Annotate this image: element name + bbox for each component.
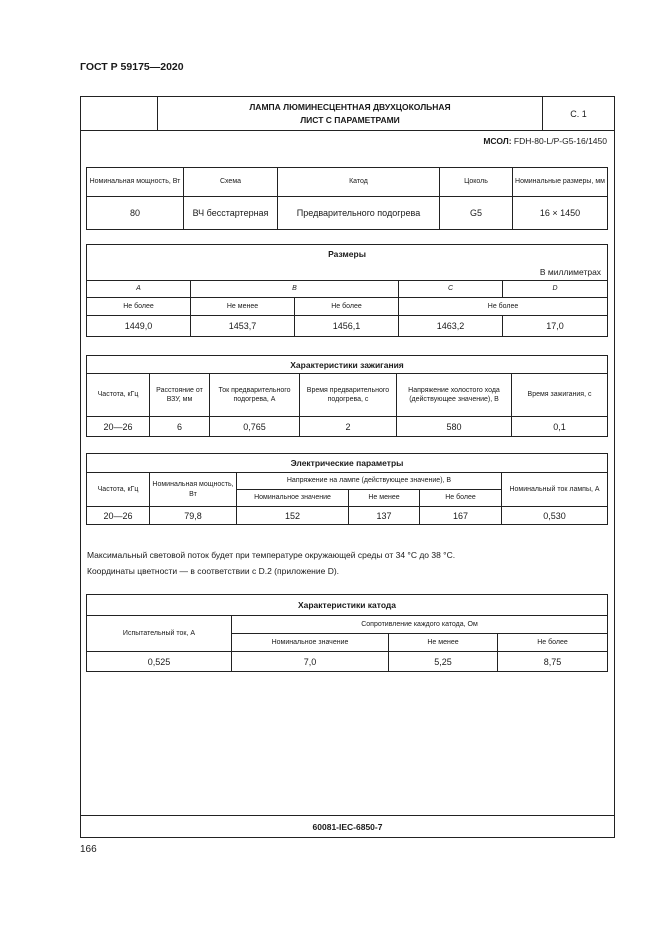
note-chromaticity: Координаты цветности — в соответствии с D.2 (приложение D). xyxy=(87,566,340,576)
header-resistance-min: Не менее xyxy=(389,634,498,652)
header-ignition-time: Время зажигания, с xyxy=(512,374,608,417)
dim-value-b-max: 1456,1 xyxy=(295,316,399,337)
header-frequency: Частота, кГц xyxy=(87,374,150,417)
cell-dimensions: 16 × 1450 xyxy=(513,197,608,230)
dimensions-unit: В миллиметрах xyxy=(87,264,608,281)
cell-voltage-min: 137 xyxy=(349,507,420,525)
footer-sheet-code: 60081-IEC-6850-7 xyxy=(81,815,614,837)
cell-resistance-min: 5,25 xyxy=(389,652,498,672)
dim-letter-a: A xyxy=(87,281,191,298)
electrical-title: Электрические параметры xyxy=(87,454,608,473)
msol-label: МСОЛ: xyxy=(483,136,512,146)
dim-letter-c: C xyxy=(399,281,503,298)
dim-letter-b: B xyxy=(191,281,399,298)
notes xyxy=(87,547,455,579)
header-lamp-current: Номинальный ток лампы, А xyxy=(502,473,608,507)
ignition-table xyxy=(86,355,608,437)
electrical-table xyxy=(86,453,608,525)
header-resistance-max: Не более xyxy=(498,634,608,652)
msol-designation xyxy=(483,136,607,146)
cell-resistance-nominal: 7,0 xyxy=(232,652,389,672)
cathode-title: Характеристики катода xyxy=(87,595,608,616)
header-voltage-nominal: Номинальное значение xyxy=(237,490,349,507)
cell-preheat-current: 0,765 xyxy=(210,417,300,437)
dim-limit-b-max: Не более xyxy=(295,298,399,316)
header-resistance-nominal: Номинальное значение xyxy=(232,634,389,652)
dimensions-title: Размеры xyxy=(87,245,608,264)
header-preheat-time: Время предварительного подогрева, с xyxy=(300,374,397,417)
header-cap: Цоколь xyxy=(440,168,513,197)
cell-nominal-power: 79,8 xyxy=(150,507,237,525)
cell-voltage-nominal: 152 xyxy=(237,507,349,525)
dim-value-c: 1463,2 xyxy=(399,316,503,337)
cell-voltage-max: 167 xyxy=(420,507,502,525)
cell-distance: 6 xyxy=(150,417,210,437)
dim-limit-a: Не более xyxy=(87,298,191,316)
sheet-page-label: С. 1 xyxy=(542,97,614,130)
standard-title: ГОСТ Р 59175—2020 xyxy=(80,61,184,73)
dim-value-d: 17,0 xyxy=(503,316,608,337)
dim-letter-d: D xyxy=(503,281,608,298)
header-scheme: Схема xyxy=(184,168,278,197)
header-dimensions: Номинальные размеры, мм xyxy=(513,168,608,197)
general-table xyxy=(86,167,608,230)
header-voltage-min: Не менее xyxy=(349,490,420,507)
cell-power: 80 xyxy=(87,197,184,230)
header-cathode: Катод xyxy=(278,168,440,197)
header-lamp-voltage: Напряжение на лампе (действующее значение), В xyxy=(237,473,502,490)
cell-test-current: 0,525 xyxy=(87,652,232,672)
sheet-title-line1: ЛАМПА ЛЮМИНЕСЦЕНТНАЯ ДВУХЦОКОЛЬНАЯ xyxy=(249,102,451,113)
cell-cathode: Предварительного подогрева xyxy=(278,197,440,230)
cathode-table xyxy=(86,594,608,672)
note-luminous-flux: Максимальный световой поток будет при температуре окружающей среды от 34 °С до 38 °С. xyxy=(87,550,456,560)
cell-cap: G5 xyxy=(440,197,513,230)
dim-value-b-min: 1453,7 xyxy=(191,316,295,337)
sheet-header xyxy=(81,97,614,131)
dim-value-a: 1449,0 xyxy=(87,316,191,337)
header-blank-cell xyxy=(81,97,158,130)
ignition-title: Характеристики зажигания xyxy=(87,356,608,374)
cell-preheat-time: 2 xyxy=(300,417,397,437)
header-preheat-current: Ток предварительного подогрева, А xyxy=(210,374,300,417)
dim-limit-cd: Не более xyxy=(399,298,608,316)
cell-scheme: ВЧ бесстартерная xyxy=(184,197,278,230)
sheet-title xyxy=(158,97,542,130)
cell-frequency: 20—26 xyxy=(87,417,150,437)
header-power: Номинальная мощность, Вт xyxy=(87,168,184,197)
sheet-title-line2: ЛИСТ С ПАРАМЕТРАМИ xyxy=(300,114,400,125)
header-frequency: Частота, кГц xyxy=(87,473,150,507)
header-nominal-power: Номинальная мощность, Вт xyxy=(150,473,237,507)
header-open-circuit-voltage: Напряжение холостого хода (действующее значение), В xyxy=(397,374,512,417)
header-cathode-resistance: Сопротивление каждого катода, Ом xyxy=(232,616,608,634)
cell-lamp-current: 0,530 xyxy=(502,507,608,525)
header-distance: Расстояние от ВЗУ, мм xyxy=(150,374,210,417)
page-number: 166 xyxy=(80,844,97,855)
dim-limit-b-min: Не менее xyxy=(191,298,295,316)
msol-code: FDH-80-L/P-G5-16/1450 xyxy=(513,136,607,146)
cell-open-circuit-voltage: 580 xyxy=(397,417,512,437)
header-test-current: Испытательный ток, А xyxy=(87,616,232,652)
cell-frequency: 20—26 xyxy=(87,507,150,525)
header-voltage-max: Не более xyxy=(420,490,502,507)
cell-resistance-max: 8,75 xyxy=(498,652,608,672)
cell-ignition-time: 0,1 xyxy=(512,417,608,437)
dimensions-table xyxy=(86,244,608,337)
